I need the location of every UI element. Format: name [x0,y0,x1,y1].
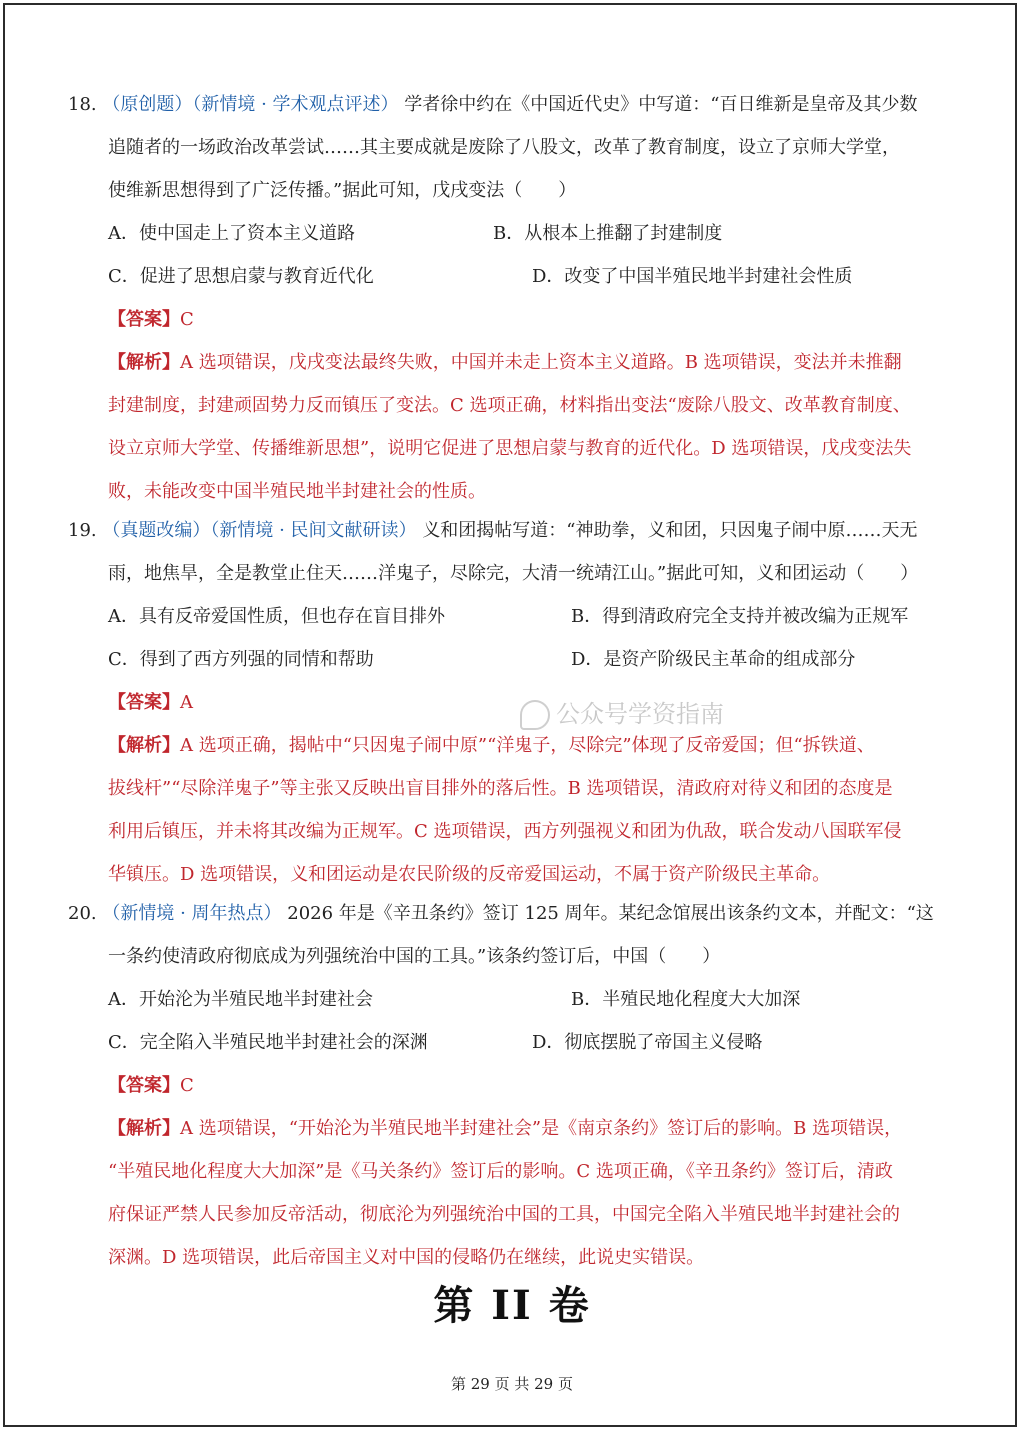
option-a: A．具有反帝爱国性质，但也存在盲目排外 [108,606,445,627]
analysis-line: 利用后镇压，并未将其改编为正规军。C 选项错误，西方列强视义和团为仇敌，联合发动八国联军侵 [108,821,902,842]
analysis-line: 封建制度，封建顽固势力反而镇压了变法。C 选项正确，材料指出变法“废除八股文、改革教育制度、 [108,395,911,416]
analysis-text: A 选项正确，揭帖中“只因鬼子闹中原”“洋鬼子，尽除完”体现了反帝爱国；但“拆铁道、 [180,735,875,756]
question-stem-text: 学者徐中约在《中国近代史》中写道：“百日维新是皇帝及其少数 [404,94,918,115]
analysis-label: 【解析】 [108,352,180,373]
options-row [68,978,958,1021]
option-b: B．半殖民地化程度大大加深 [571,989,801,1010]
question-stem-line [68,892,958,935]
question-stem-text: 义和团揭帖写道：“神助拳，义和团，只因鬼子闹中原……天无 [422,520,918,541]
answer-label: 【答案】 [108,309,180,330]
analysis-line: 败，未能改变中国半殖民地半封建社会的性质。 [108,481,486,502]
question-stem-line: 一条约使清政府彻底成为列强统治中国的工具。”该条约签订后，中国（ ） [108,946,721,967]
option-a: A．开始沦为半殖民地半封建社会 [108,989,373,1010]
analysis-line [68,341,958,384]
question-18 [68,83,958,513]
analysis-line: 深渊。D 选项错误，此后帝国主义对中国的侵略仍在继续，此说史实错误。 [108,1247,705,1268]
watermark-text: 公众号学资指南 [556,700,724,728]
question-tag: （新情境 · 民间文献研读） [210,520,417,541]
option-c: C．得到了西方列强的同情和帮助 [108,649,374,670]
section-title: 第 II 卷 [433,1282,591,1329]
answer-label: 【答案】 [108,692,180,713]
analysis-line [68,724,958,767]
question-20 [68,892,958,1279]
analysis-line: 府保证严禁人民参加反帝活动，彻底沦为列强统治中国的工具，中国完全陷入半殖民地半封建社会的 [108,1204,900,1225]
options-row [68,212,958,255]
question-tag: （新情境 · 学术观点评述） [192,94,399,115]
question-stem-line: 使维新思想得到了广泛传播。”据此可知，戊戌变法（ ） [108,180,577,201]
watermark [520,694,724,730]
answer-value: C [180,1075,194,1096]
options-row [68,638,958,681]
analysis-line: “半殖民地化程度大大加深”是《马关条约》签订后的影响。C 选项正确，《辛丑条约》签订后，清政 [108,1161,893,1182]
analysis-line: 拔线杆”“尽除洋鬼子”等主张又反映出盲目排外的落后性。B 选项错误，清政府对待义和团的态度是 [108,778,893,799]
analysis-text: A 选项错误，“开始沦为半殖民地半封建社会”是《南京条约》签订后的影响。B 选项错误， [180,1118,903,1139]
answer-value: A [180,692,193,713]
option-c: C．促进了思想启蒙与教育近代化 [108,266,374,287]
analysis-line [68,1107,958,1150]
analysis-line: 设立京师大学堂、传播维新思想”，说明它促进了思想启蒙与教育的近代化。D 选项错误，戊戌变法失 [108,438,912,459]
answer-value: C [180,309,194,330]
page-footer: 第 29 页 共 29 页 [450,1375,573,1393]
analysis-label: 【解析】 [108,1118,180,1139]
question-stem-text: 2026 年是《辛丑条约》签订 125 周年。某纪念馆展出该条约文本，并配文：“这 [287,903,934,924]
question-stem-line: 追随者的一场政治改革尝试……其主要成就是废除了八股文，改革了教育制度，设立了京师大学堂， [108,137,900,158]
answer-label: 【答案】 [108,1075,180,1096]
question-number: 18. [68,94,97,115]
analysis-text: A 选项错误，戊戌变法最终失败，中国并未走上资本主义道路。B 选项错误，变法并未推翻 [180,352,902,373]
option-d: D．是资产阶级民主革命的组成部分 [571,649,856,670]
question-stem-line: 雨，地焦旱，全是教堂止住天……洋鬼子，尽除完，大清一统靖江山。”据此可知，义和团运动（ ） [108,563,919,584]
question-tag: （原创题） [102,94,193,115]
question-19 [68,509,958,896]
option-d: D．改变了中国半殖民地半封建社会性质 [532,266,853,287]
answer-line [68,298,958,341]
wechat-logo-icon [520,700,550,730]
option-c: C．完全陷入半殖民地半封建社会的深渊 [108,1032,428,1053]
option-a: A．使中国走上了资本主义道路 [108,223,355,244]
question-number: 20. [68,903,97,924]
question-tag: （真题改编） [102,520,211,541]
answer-line [68,1064,958,1107]
question-stem-line [68,509,958,552]
question-stem-line [68,83,958,126]
options-row [68,595,958,638]
analysis-line: 华镇压。D 选项错误，义和团运动是农民阶级的反帝爱国运动，不属于资产阶级民主革命。 [108,864,831,885]
options-row [68,255,958,298]
question-tag: （新情境 · 周年热点） [102,903,282,924]
analysis-label: 【解析】 [108,735,180,756]
answer-line [68,681,958,724]
option-b: B．得到清政府完全支持并被改编为正规军 [571,606,909,627]
option-b: B．从根本上推翻了封建制度 [493,223,723,244]
question-number: 19. [68,520,97,541]
option-d: D．彻底摆脱了帝国主义侵略 [532,1032,763,1053]
options-row [68,1021,958,1064]
